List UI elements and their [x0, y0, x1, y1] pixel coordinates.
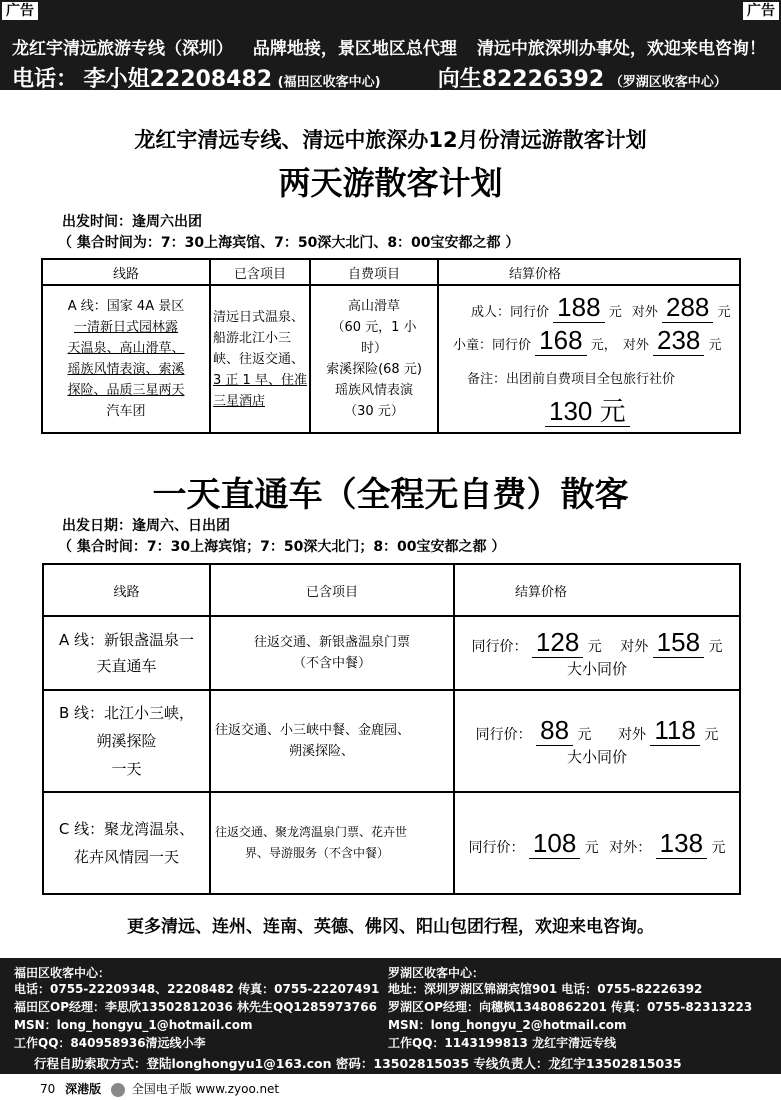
outside-price: 118 [650, 715, 699, 746]
contact1-center: (福田区收客中心) [277, 75, 381, 90]
contact2-center: （罗湖区收客中心） [609, 75, 727, 90]
price-line [455, 715, 739, 746]
footer-right-3: 罗湖区OP经理：向穗枫13480862201 传真：0755-82313223 [388, 1000, 753, 1014]
outside-label: 对外 [622, 338, 649, 353]
route-cell [43, 616, 210, 690]
route-line: 一清新日式园林露 [73, 320, 178, 335]
outside-price: 138 [656, 828, 707, 859]
route-line: 一天 [111, 760, 142, 778]
one-day-title: 一天直通车（全程无自费）散客 [152, 475, 629, 515]
contact2: 向生82226392 [437, 67, 605, 92]
col-price: 结算价格 [454, 564, 740, 616]
table-row [43, 616, 740, 690]
selfpay-line: 索溪探险(68 元) [326, 362, 422, 377]
route-line: 瑶族风情表演、索溪 [67, 362, 185, 377]
header-slogan-1: 龙红宇清远旅游专线（深圳） [12, 39, 233, 59]
two-day-gathering: （ 集合时间为：7：30上海宾馆、7：50深大北门、8：00宝安都之都 ） [58, 235, 520, 251]
ad-tag-right: 广告 [743, 2, 779, 20]
edition: 深港版 [65, 1082, 102, 1096]
included-line: 船游北江小三 [213, 330, 292, 346]
selfpay-line: 瑶族风情表演 [334, 383, 413, 398]
footer-left-3: 福田区OP经理：李思欣13502812036 林先生QQ1285973766 [14, 1000, 377, 1014]
col-price: 结算价格 [438, 259, 740, 285]
selfpay-line: 高山滑草 [347, 299, 400, 314]
included-line: 朔溪探险、 [289, 744, 355, 759]
yuan-label: 元 [577, 727, 592, 743]
outside-price: 158 [653, 627, 704, 658]
footer-left-2: 电话：0755-22209348、22208482 传真：0755-22207491 [14, 982, 380, 996]
route-line: 天温泉、高山滑草、 [67, 341, 185, 356]
one-day-departure: 出发日期：逢周六、日出团 [62, 518, 230, 534]
yuan-label: 元 [704, 727, 719, 743]
same-price-note: 大小同价 [566, 660, 627, 678]
adult-price: 188 [553, 292, 604, 323]
included-line: 往返交通、小三峡中餐、金鹿园、 [215, 723, 411, 738]
header-banner [0, 0, 781, 90]
two-day-title: 两天游散客计划 [278, 164, 503, 202]
route-cell [43, 690, 210, 792]
route-line: 花卉风情园一天 [73, 848, 179, 866]
included-cell [210, 690, 454, 792]
note-price: 130 元 [545, 396, 630, 427]
col-included: 已含项目 [210, 259, 310, 285]
price-line [455, 828, 739, 859]
one-day-gathering: （ 集合时间：7：30上海宾馆；7：50深大北门；8：00宝安都之都 ） [58, 539, 506, 555]
price-cell [438, 285, 740, 433]
footer-right-5: 工作QQ：1143199813 龙红宇清远专线 [388, 1036, 617, 1050]
col-route: 线路 [43, 564, 210, 616]
col-selfpay: 自费项目 [310, 259, 438, 285]
included-line: 三星酒店 [213, 393, 266, 409]
site: 全国电子版 www.zyoo.net [131, 1082, 280, 1096]
yuan-label: 元， [590, 338, 617, 353]
selfpay-line: （30 元） [344, 404, 404, 419]
header-contacts [12, 62, 727, 93]
footer-right-4: MSN：long_hongyu_2@hotmail.com [388, 1018, 627, 1032]
included-line: 峡、往返交通、 [213, 351, 305, 367]
footer-left-4: MSN：long_hongyu_1@hotmail.com [14, 1018, 253, 1032]
route-line: A 线：国家 4A 景区 [67, 299, 185, 314]
child-label: 小童：同行价 [453, 338, 532, 353]
yuan-label: 元 [708, 639, 723, 655]
ad-tag-left: 广告 [2, 2, 38, 20]
site-logo-icon [111, 1083, 125, 1097]
one-day-table [42, 563, 741, 895]
contact1: 李小姐22208482 [83, 67, 273, 92]
route-line: C 线：聚龙湾温泉、 [58, 820, 195, 838]
price-label: 同行价： [475, 727, 532, 743]
col-included: 已含项目 [210, 564, 454, 616]
header-slogan [12, 34, 780, 59]
table-row [43, 690, 740, 792]
note-price-wrap [439, 391, 739, 428]
yuan-label: 元 [717, 305, 731, 320]
included-line: （不含中餐） [292, 656, 371, 671]
price-label: 同行价： [468, 839, 525, 856]
selfpay-cell [310, 285, 438, 433]
header-slogan-3: 清远中旅深圳办事处，欢迎来电咨询！ [476, 39, 766, 59]
outside-label: 对外 [631, 305, 658, 320]
main-title: 龙红宇清远专线、清远中旅深办12月份清远游散客计划 [134, 128, 647, 152]
yuan-label: 元 [711, 839, 726, 856]
footer-contacts [0, 958, 781, 1074]
route-cell [42, 285, 210, 433]
yuan-label: 元 [584, 839, 599, 856]
col-route: 线路 [42, 259, 210, 285]
price-cell [454, 616, 740, 690]
route-line: 朔溪探险 [96, 732, 157, 750]
yuan-label: 元 [608, 305, 622, 320]
price-label: 同行价： [471, 639, 528, 655]
child-price-line [439, 325, 739, 356]
route-line: 探险、品质三星两天 [67, 383, 185, 398]
included-line: 界、导游服务（不含中餐） [245, 846, 390, 860]
price-cell [454, 690, 740, 792]
selfpay-line: 时） [360, 341, 387, 356]
price-cell [454, 792, 740, 894]
two-day-table [41, 258, 741, 434]
outside-label: 对外 [617, 727, 646, 743]
included-line: 清远日式温泉、 [213, 309, 305, 325]
header-slogan-2: 品牌地接，景区地区总代理 [252, 39, 457, 59]
peer-price: 128 [532, 627, 583, 658]
table-header-row [43, 564, 740, 616]
route-cell [43, 792, 210, 894]
outside-label: 对外： [609, 839, 652, 856]
peer-price: 108 [529, 828, 580, 859]
route-line: B 线：北江小三峡， [58, 704, 195, 722]
included-line: 往返交通、新银盏温泉门票 [253, 635, 410, 650]
phone-label: 电话： [12, 67, 79, 92]
table-row [43, 792, 740, 894]
footer-bottom: 行程自助索取方式：登陆longhongyu1@163.con 密码：13502815035 专线负责人：龙红宇13502815035 [34, 1056, 682, 1071]
route-line: A 线：新银盏温泉一 [58, 631, 195, 649]
footer-left-5: 工作QQ：840958936清远线小李 [14, 1036, 206, 1050]
included-line: 3 正 1 早、住准 [213, 372, 307, 388]
outside-label: 对外 [620, 639, 649, 655]
page-number: 70 [40, 1082, 56, 1096]
same-price-note: 大小同价 [566, 748, 627, 766]
footer-left-1: 福田区收客中心： [14, 966, 111, 980]
child-outside-price: 238 [653, 325, 704, 356]
yuan-label: 元 [708, 338, 722, 353]
selfpay-line: （60 元，1 小 [331, 320, 417, 335]
footer-right-1: 罗湖区收客中心： [388, 966, 485, 980]
note: 备注：出团前自费项目全包旅行社价 [467, 372, 676, 387]
page-info [40, 1080, 279, 1097]
child-price: 168 [535, 325, 586, 356]
adult-label: 成人：同行价 [471, 305, 550, 320]
price-line [455, 627, 739, 658]
two-day-departure: 出发时间：逢周六出团 [62, 214, 202, 230]
adult-price-line [439, 292, 739, 323]
included-cell [210, 792, 454, 894]
route-line: 汽车团 [106, 404, 146, 419]
route-line: 天直通车 [96, 657, 157, 675]
peer-price: 88 [536, 715, 573, 746]
included-cell [210, 616, 454, 690]
included-line: 往返交通、聚龙湾温泉门票、花卉世 [215, 825, 408, 839]
more-routes-note: 更多清远、连州、连南、英德、佛冈、阳山包团行程，欢迎来电咨询。 [127, 917, 654, 937]
table-header-row [42, 259, 740, 285]
footer-right-2: 地址：深圳罗湖区锦湖宾馆901 电话：0755-82226392 [388, 982, 703, 996]
included-cell [210, 285, 310, 433]
adult-outside-price: 288 [662, 292, 713, 323]
yuan-label: 元 [587, 639, 602, 655]
table-row [42, 285, 740, 433]
